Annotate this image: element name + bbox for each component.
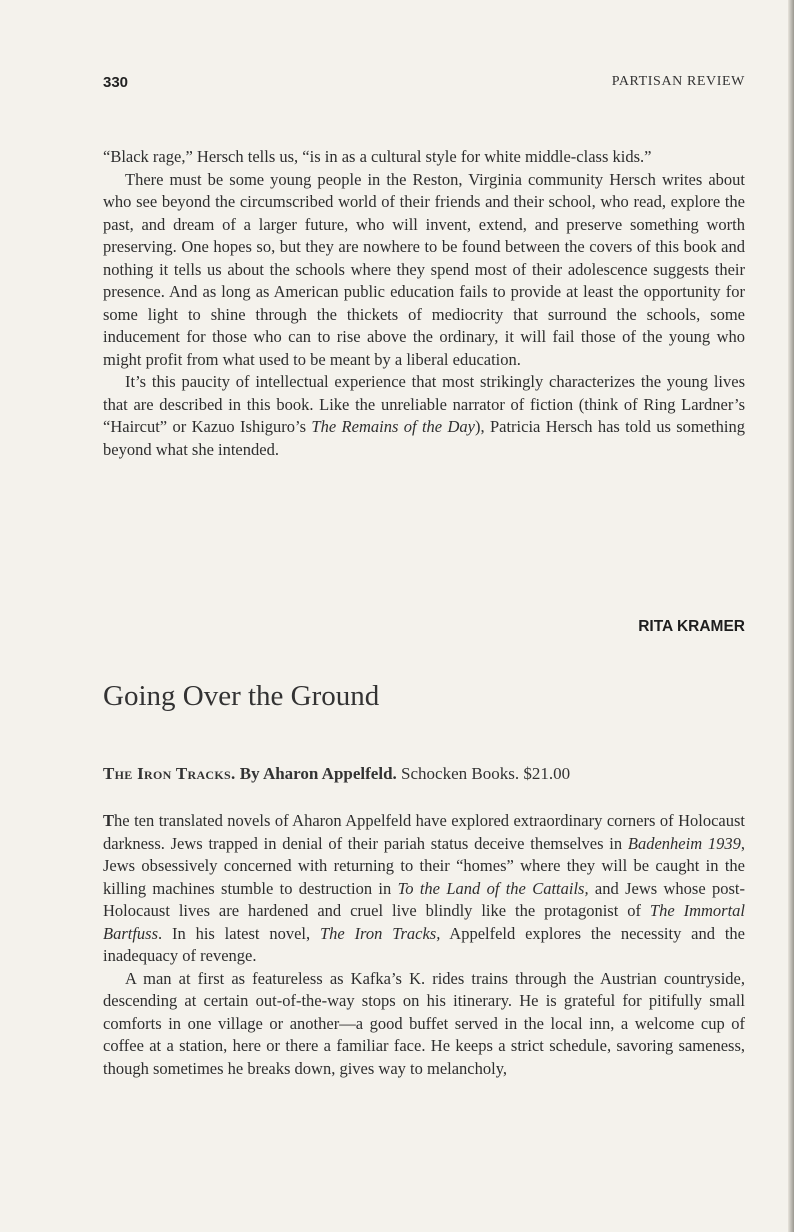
running-head: PARTISAN REVIEW xyxy=(611,74,745,89)
text-run: ), Patricia Hersch has told us something beyond what she intended. xyxy=(103,417,746,459)
italic-title: The Immortal Bartfuss xyxy=(103,901,745,943)
italic-title: Badenheim 1939 xyxy=(627,833,741,853)
section-title: Going Over the Ground xyxy=(103,680,380,712)
page-number: 330 xyxy=(103,74,129,91)
book-publisher: Schocken Books. $21.00 xyxy=(401,764,571,783)
book-title: The Iron Tracks. xyxy=(103,764,236,783)
italic-title: The Iron Tracks, xyxy=(319,923,441,943)
reviewer-signature: RITA KRAMER xyxy=(638,618,745,635)
paragraph xyxy=(103,810,745,968)
italic-title: To the Land of the Cattails, xyxy=(397,878,589,898)
drop-cap: T xyxy=(103,811,115,830)
paragraph: There must be some young people in the Reston, Virginia community Hersch writes about who see beyond the circumscribed world of their friends and their school, who read, explore the past, and dream of a larger future, who will invent, extend, and preserve something worth preserving. One hopes so, but they are nowhere to be found between the covers of this book and nothing it tells us about the schools where they spend most of their adolescence suggests their presence. And as long as American public education fails to provide at least the opportunity for some light to shine through the thickets of mediocrity that surround the schools, some inducement for those who can to rise above the ordinary, it will fail those of the young who might profit from what used to be meant by a liberal education. xyxy=(103,169,745,369)
text-run: . In his latest novel, xyxy=(158,923,320,943)
book-author: By Aharon Appelfeld. xyxy=(239,764,397,783)
text-run: , Jews obsessively concerned with returning to their “homes” where they will be caught in the killing machines stumble to destruction in xyxy=(103,833,745,898)
text-run: It’s this paucity of intellectual experience that most strikingly characterizes the young lives that are described in this book. Like the unreliable narrator of fiction (think of Ring Lardner’s “Haircut” or Kazuo Ishiguro’s xyxy=(103,372,745,436)
page-header xyxy=(103,74,745,96)
page-edge-shadow xyxy=(788,0,794,1232)
paragraph: A man at first as featureless as Kafka’s K. rides trains through the Austrian countryside, descending at certain out-of-the-way stops on his itinerary. He is grateful for pitifully small comforts in one village or another—a good buffet served in the local inn, a welcome cup of coffee at a station, here or there a familiar face. He keeps a strict schedule, savoring sameness, though sometimes he breaks down, gives way to melancholy, xyxy=(103,968,745,1078)
text-run: he ten translated novels of Aharon Appelfeld have explored extraordinary corners of Holocaust darkness. Jews trapped in denial of their pariah status deceive themselves in xyxy=(103,811,745,853)
book-citation xyxy=(103,764,745,784)
review-1-body xyxy=(103,146,745,461)
italic-title: The Remains of the Day xyxy=(311,417,475,436)
text-run: Appelfeld explores the necessity and the inadequacy of revenge. xyxy=(103,923,745,965)
paragraph: “Black rage,” Hersch tells us, “is in as a cultural style for white middle-class kids.” xyxy=(103,147,652,166)
review-2-body xyxy=(103,810,745,1080)
paragraph xyxy=(103,371,745,461)
text-run: and Jews whose post-Holocaust lives are hardened and cruel live blindly like the protagonist of xyxy=(103,878,745,920)
